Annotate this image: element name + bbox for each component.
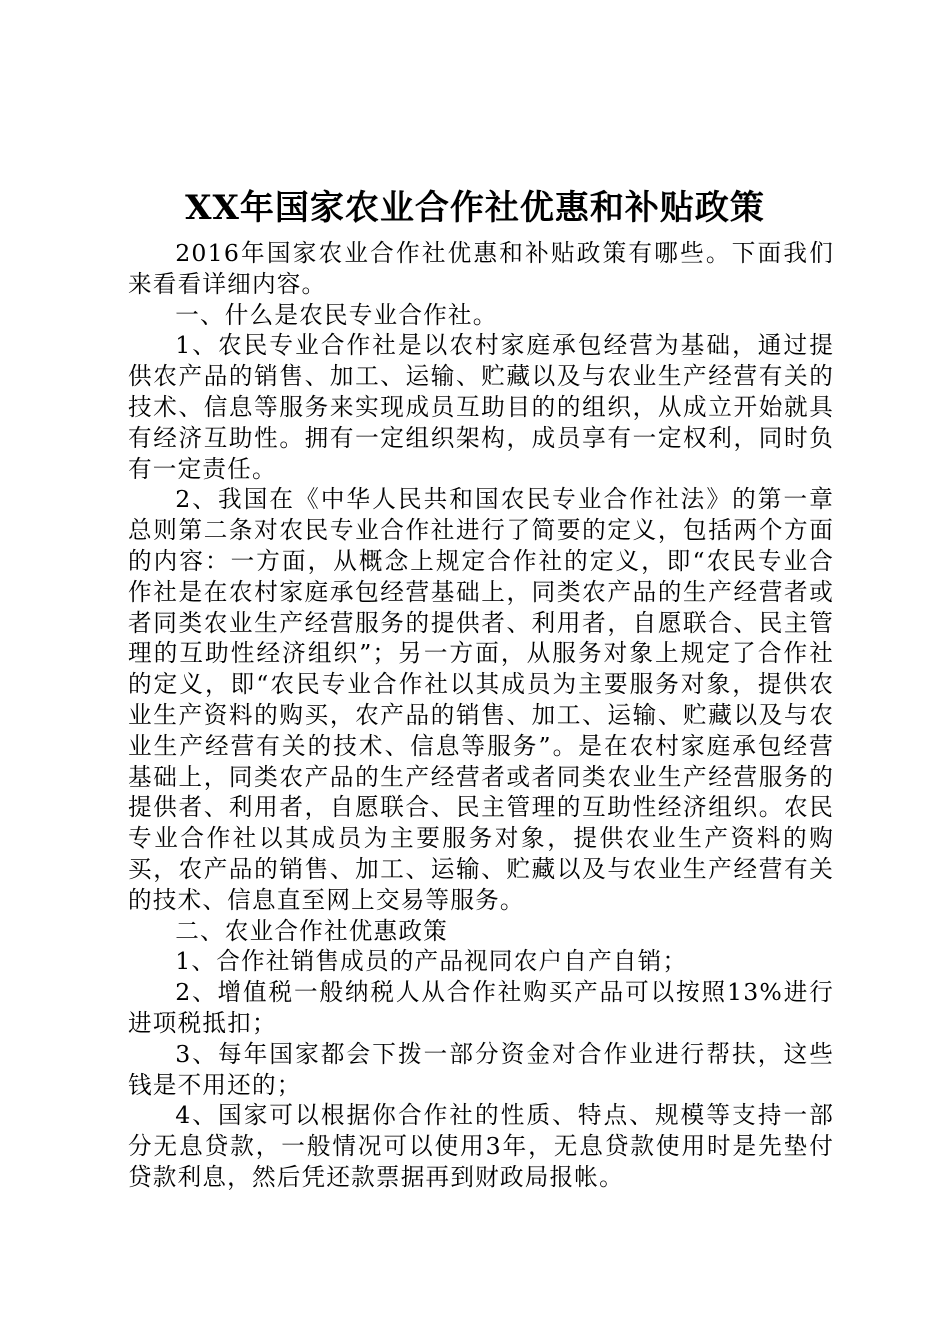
policy-item-3: 3、每年国家都会下拨一部分资金对合作业进行帮扶，这些钱是不用还的； — [128, 1039, 834, 1099]
paragraph-intro: 2016年国家农业合作社优惠和补贴政策有哪些。下面我们来看看详细内容。 — [128, 239, 834, 298]
document-title: XX年国家农业合作社优惠和补贴政策 — [185, 188, 765, 228]
paragraph-definition-2: 2、我国在《中华人民共和国农民专业合作社法》的第一章总则第二条对农民专业合作社进行了简要的定义，包括两个方面的内容：一方面，从概念上规定合作社的定义，即“农民专业合作社是在农村家庭承包经营基础上，同类农产品的生产经营者或者同类农业生产经营服务的提供者、利用者，自愿联合、民主管理的互助性经济组织”；另一方面，从服务对象上规定了合作社的定义，即“农民专业合作社以其成员为主要服务对象，提供农业生产资料的购买，农产品的销售、加工、运输、贮藏以及与农业生产经营有关的技术、信息等服务”。是在农村家庭承包经营基础上，同类农产品的生产经营者或者同类农业生产经营服务的提供者、利用者，自愿联合、民主管理的互助性经济组织。农民专业合作社以其成员为主要服务对象，提供农业生产资料的购买，农产品的销售、加工、运输、贮藏以及与农业生产经营有关的技术、信息直至网上交易等服务。 — [128, 485, 834, 914]
section-heading-1: 一、什么是农民专业合作社。 — [175, 300, 498, 329]
section-heading-2: 二、农业合作社优惠政策 — [175, 916, 448, 945]
policy-item-4: 4、国家可以根据你合作社的性质、特点、规模等支持一部分无息贷款，一般情况可以使用3年，无息贷款使用时是先垫付贷款利息，然后凭还款票据再到财政局报帐。 — [128, 1101, 834, 1191]
policy-item-2: 2、增值税一般纳税人从合作社购买产品可以按照13%进行进项税抵扣； — [128, 978, 834, 1037]
document-body — [128, 238, 834, 1193]
policy-item-1: 1、合作社销售成员的产品视同农户自产自销； — [175, 947, 688, 976]
paragraph-definition-1: 1、农民专业合作社是以农村家庭承包经营为基础，通过提供农产品的销售、加工、运输、贮藏以及与农业生产经营有关的技术、信息等服务来实现成员互助目的的组织，从成立开始就具有经济互助性。拥有一定组织架构，成员享有一定权利，同时负有一定责任。 — [128, 331, 834, 483]
